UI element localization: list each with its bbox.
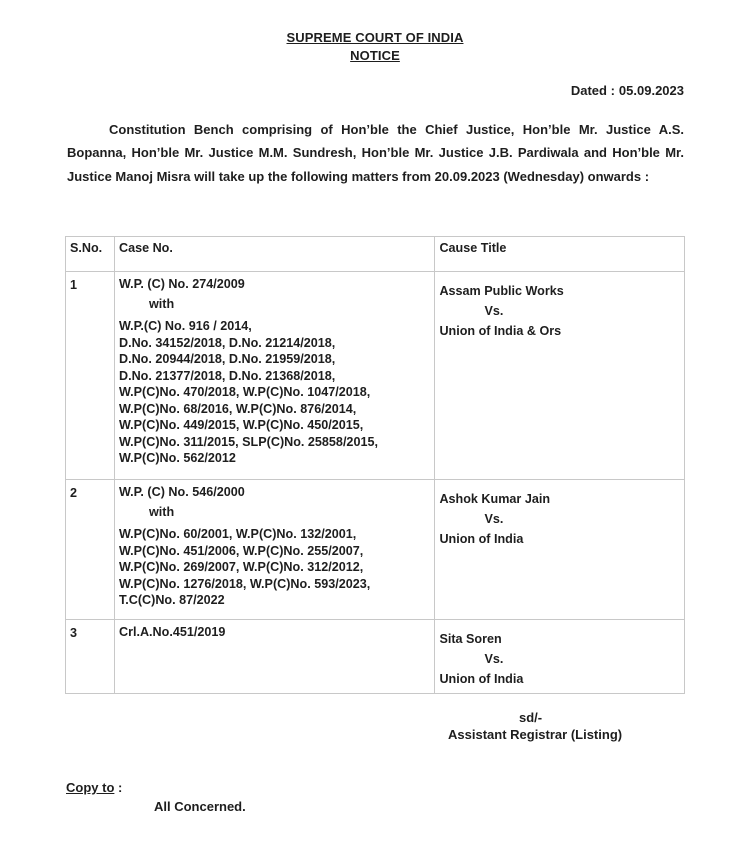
- with-label: with: [148, 297, 175, 311]
- connected-case-line: D.No. 20944/2018, D.No. 21959/2018,: [118, 352, 336, 366]
- table-header-row: [66, 237, 685, 272]
- row-case-no: [114, 620, 434, 694]
- table-row: [66, 480, 685, 620]
- connected-case-line: W.P.(C) No. 916 / 2014,: [118, 319, 252, 333]
- main-case-number: Crl.A.No.451/2019: [118, 625, 226, 639]
- table-row: [66, 620, 685, 694]
- row-cause-title: [435, 620, 685, 694]
- petitioner: Ashok Kumar Jain: [439, 492, 551, 506]
- connected-case-line: D.No. 21377/2018, D.No. 21368/2018,: [118, 368, 336, 383]
- connected-case-line: W.P(C)No. 311/2015, SLP(C)No. 25858/2015,: [118, 434, 378, 449]
- connected-case-line: W.P(C)No. 1276/2018, W.P(C)No. 593/2023,: [118, 576, 371, 591]
- intro-paragraph: Constitution Bench comprising of Hon’ble the Chief Justice, Hon’ble Mr. Justice A.S. Bopanna, Hon’ble Mr. Justice M.M. Sundresh, Hon’ble Mr. Justice J.B. Pardiwala and Hon’ble Mr. Justice Manoj Misra will take up the following matters from 20.09.2023 (Wednesday) onwards :: [67, 122, 684, 184]
- petitioner: Sita Soren: [439, 632, 502, 646]
- notice-heading: NOTICE: [350, 48, 400, 63]
- main-case-number: W.P. (C) No. 274/2009: [118, 277, 245, 291]
- connected-cases: [119, 318, 430, 467]
- copy-recipients: All Concerned.: [154, 799, 246, 814]
- versus: Vs.: [484, 512, 504, 526]
- dated-value: 05.09.2023: [618, 83, 684, 98]
- header-case-no: Case No.: [114, 237, 434, 272]
- connected-case-line: W.P(C)No. 451/2006, W.P(C)No. 255/2007,: [118, 543, 364, 558]
- signatory-designation: Assistant Registrar (Listing): [448, 727, 623, 742]
- versus: Vs.: [484, 304, 504, 318]
- row-case-no: [114, 272, 434, 480]
- header-sno: S.No.: [66, 237, 115, 272]
- connected-case-line: W.P(C)No. 269/2007, W.P(C)No. 312/2012,: [118, 560, 364, 574]
- connected-case-line: W.P(C)No. 562/2012: [118, 451, 236, 465]
- connected-case-line: W.P(C)No. 60/2001, W.P(C)No. 132/2001,: [118, 527, 357, 541]
- with-label: with: [148, 505, 175, 519]
- connected-case-line: T.C(C)No. 87/2022: [118, 593, 225, 607]
- versus: Vs.: [484, 652, 504, 666]
- header-cause-title: Cause Title: [435, 237, 685, 272]
- dated-label: Dated :: [570, 83, 615, 98]
- copy-to-label: Copy to: [66, 780, 115, 795]
- row-cause-title: [435, 480, 685, 620]
- signature-mark: sd/-: [519, 710, 543, 725]
- connected-case-line: W.P(C)No. 449/2015, W.P(C)No. 450/2015,: [118, 418, 364, 432]
- court-title: SUPREME COURT OF INDIA: [286, 30, 464, 45]
- notice-date: [571, 83, 684, 98]
- matters-table: [65, 236, 685, 694]
- respondent: Union of India: [439, 532, 524, 546]
- main-case-number: W.P. (C) No. 546/2000: [118, 485, 245, 499]
- table-row: [66, 272, 685, 480]
- copy-to: [66, 780, 122, 795]
- copy-to-colon: :: [114, 780, 123, 795]
- row-cause-title: [435, 272, 685, 480]
- connected-case-line: W.P(C)No. 68/2016, W.P(C)No. 876/2014,: [118, 401, 357, 416]
- connected-case-line: W.P(C)No. 470/2018, W.P(C)No. 1047/2018,: [118, 385, 371, 399]
- row-sno: 2: [66, 480, 115, 620]
- respondent: Union of India & Ors: [439, 324, 562, 338]
- connected-cases: [119, 526, 430, 609]
- connected-case-line: D.No. 34152/2018, D.No. 21214/2018,: [118, 335, 336, 350]
- respondent: Union of India: [439, 672, 524, 686]
- row-sno: 1: [66, 272, 115, 480]
- row-case-no: [114, 480, 434, 620]
- petitioner: Assam Public Works: [439, 284, 564, 298]
- row-sno: 3: [66, 620, 115, 694]
